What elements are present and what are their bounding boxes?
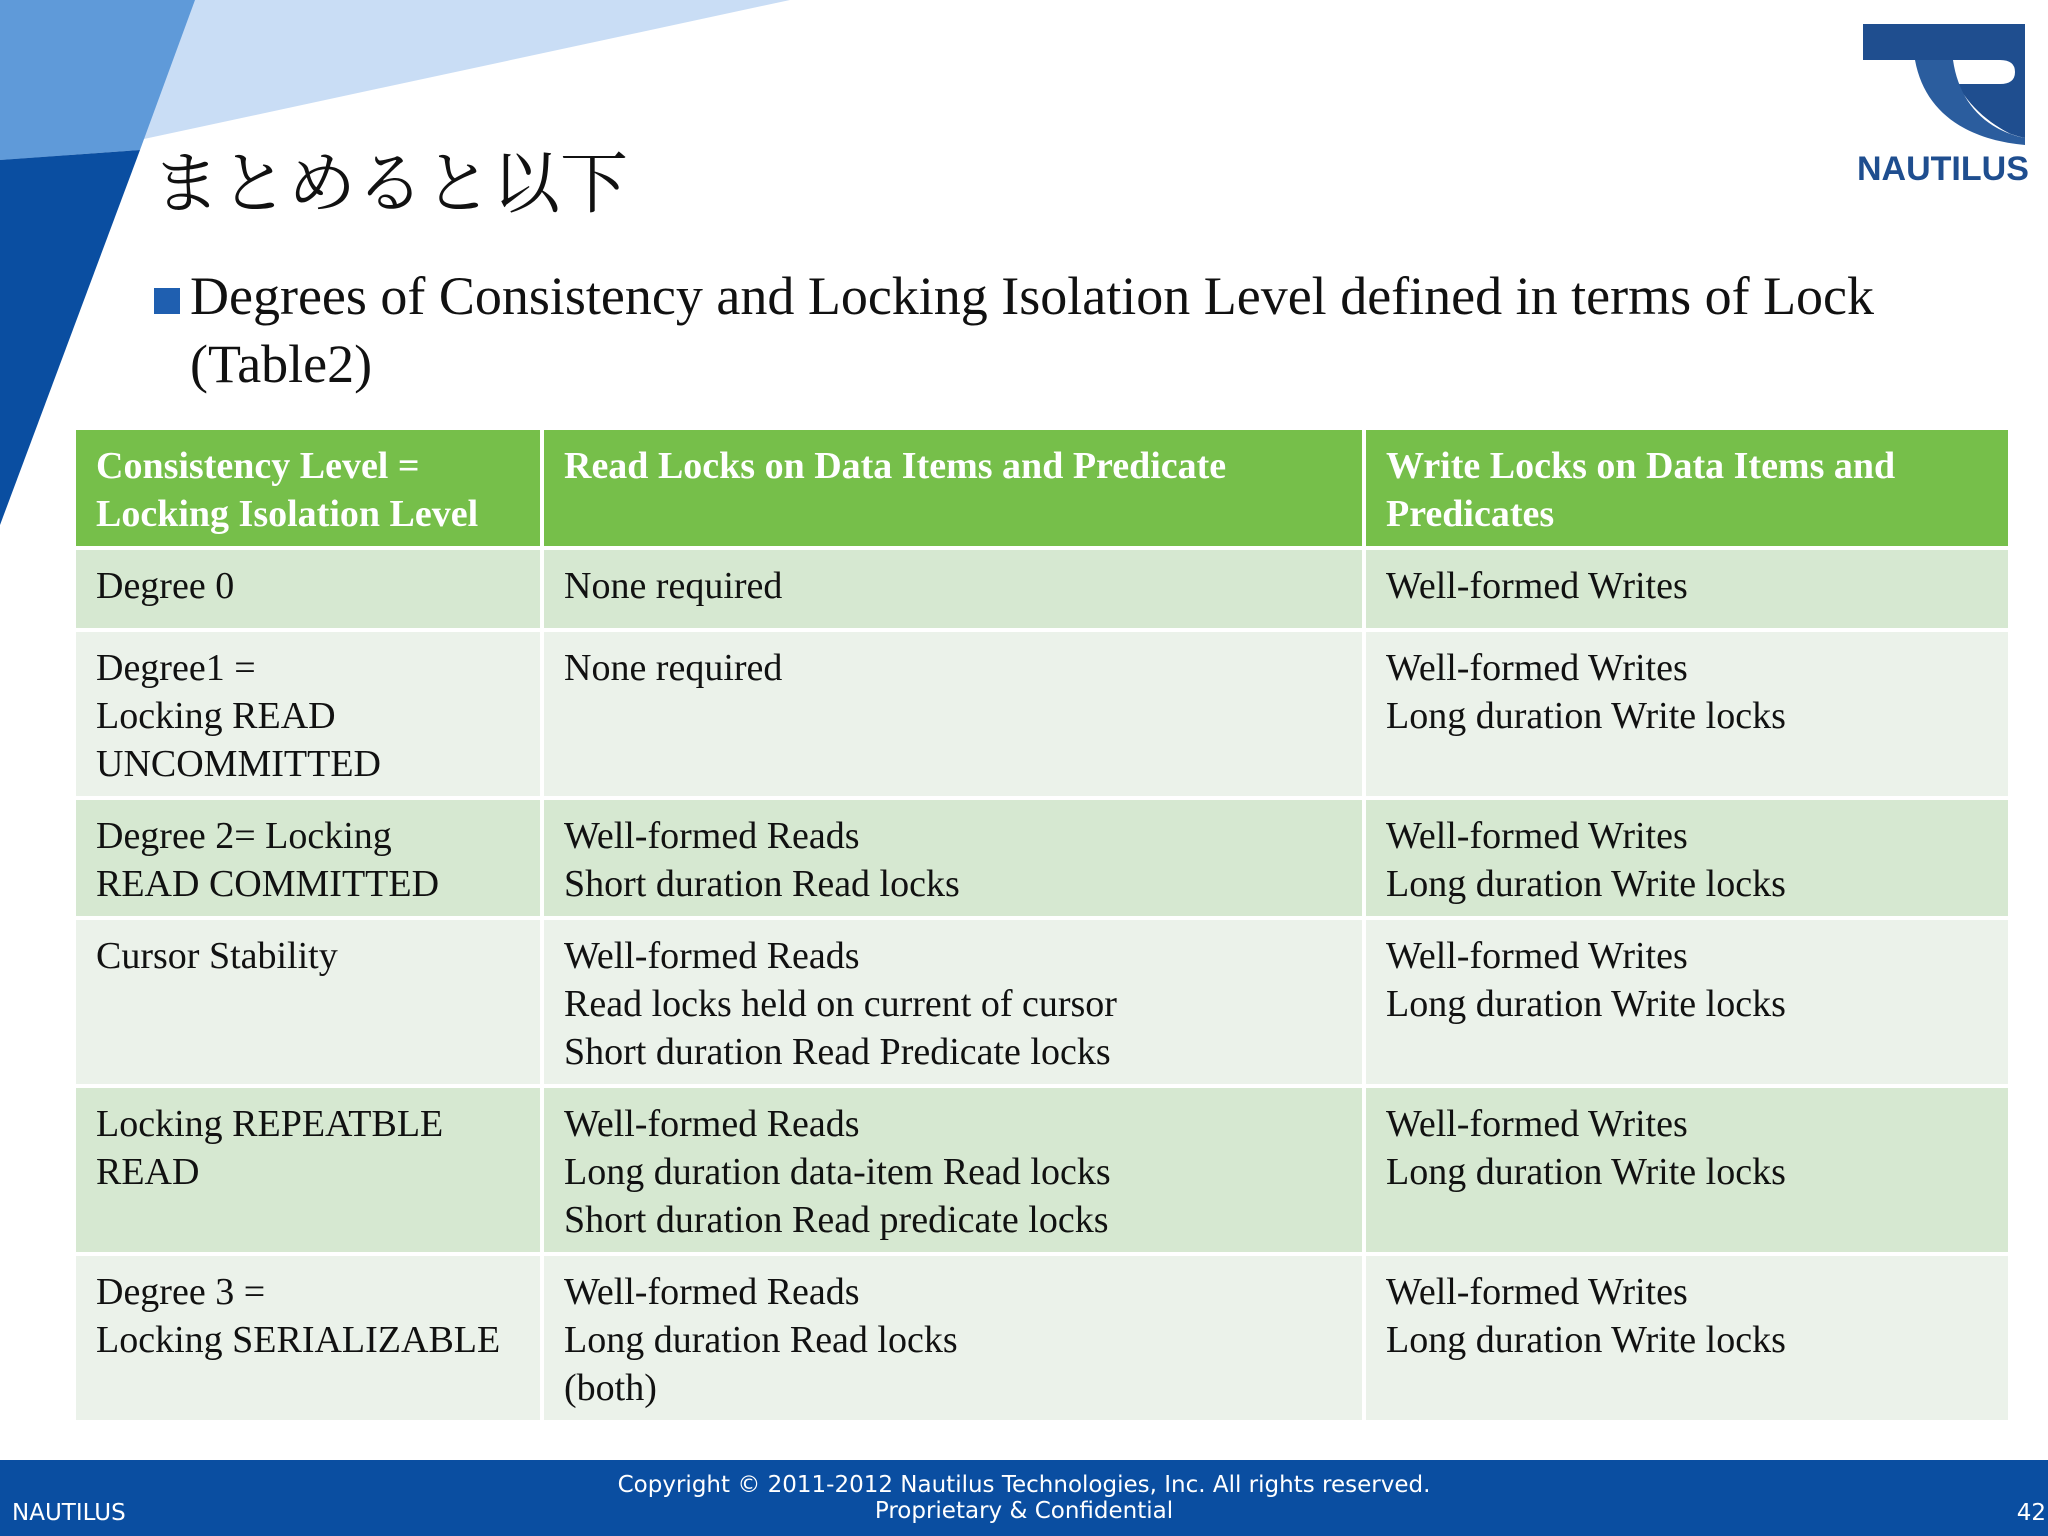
- cell-line: Cursor Stability: [96, 935, 338, 977]
- cell-line: Well-formed Reads: [564, 1103, 860, 1145]
- cell-level: [74, 630, 542, 798]
- cell-line: Long duration data-item Read locks: [564, 1151, 1111, 1193]
- cell-read: [542, 798, 1364, 918]
- cell-line: Long duration Read locks: [564, 1319, 958, 1361]
- table-header-row: [74, 428, 2010, 548]
- table-row: [74, 630, 2010, 798]
- cell-level: [74, 798, 542, 918]
- cell-line: Degree1 =: [96, 647, 256, 689]
- logo-text: NAUTILUS: [1857, 150, 2029, 188]
- cell-line: Long duration Write locks: [1386, 695, 1786, 737]
- cell-write: [1364, 1086, 2010, 1254]
- footer-brand: NAUTILUS: [12, 1500, 126, 1526]
- table-row: [74, 1086, 2010, 1254]
- cell-line: Degree 0: [96, 565, 235, 607]
- cell-line: (both): [564, 1367, 657, 1409]
- cell-line: None required: [564, 647, 783, 689]
- cell-line: Degree 2= Locking: [96, 815, 392, 857]
- cell-line: READ COMMITTED: [96, 863, 440, 905]
- cell-read: [542, 1254, 1364, 1422]
- table-row: [74, 1254, 2010, 1422]
- cell-level: [74, 1254, 542, 1422]
- cell-line: Locking REPEATBLE: [96, 1103, 444, 1145]
- cell-write: [1364, 1254, 2010, 1422]
- cell-line: Well-formed Writes: [1386, 1103, 1688, 1145]
- cell-line: Long duration Write locks: [1386, 863, 1786, 905]
- cell-read: [542, 1086, 1364, 1254]
- cell-line: Well-formed Writes: [1386, 565, 1688, 607]
- table-row: [74, 798, 2010, 918]
- footer-bar: [0, 1460, 2048, 1536]
- cell-read: [542, 918, 1364, 1086]
- page-title: まとめると以下: [152, 145, 629, 224]
- cell-write: [1364, 918, 2010, 1086]
- cell-line: Well-formed Writes: [1386, 647, 1688, 689]
- cell-line: Well-formed Writes: [1386, 1271, 1688, 1313]
- cell-write: [1364, 548, 2010, 630]
- cell-line: Well-formed Writes: [1386, 935, 1688, 977]
- header-consistency-level: Consistency Level = Locking Isolation Level: [74, 428, 542, 548]
- cell-read: [542, 548, 1364, 630]
- copyright-text: Copyright © 2011-2012 Nautilus Technologies, Inc. All rights reserved.: [617, 1472, 1431, 1498]
- cell-line: Well-formed Reads: [564, 1271, 860, 1313]
- cell-line: None required: [564, 565, 783, 607]
- cell-line: Short duration Read Predicate locks: [564, 1031, 1111, 1073]
- cell-line: Well-formed Reads: [564, 815, 860, 857]
- cell-level: [74, 1086, 542, 1254]
- cell-line: Long duration Write locks: [1386, 1151, 1786, 1193]
- cell-read: [542, 630, 1364, 798]
- header-read-locks: Read Locks on Data Items and Predicate: [542, 428, 1364, 548]
- bullet-text: Degrees of Consistency and Locking Isolation Level defined in terms of Lock (Table2): [190, 266, 1875, 394]
- cell-level: [74, 548, 542, 630]
- cell-line: Read locks held on current of cursor: [564, 983, 1117, 1025]
- cell-level: [74, 918, 542, 1086]
- cell-line: Short duration Read locks: [564, 863, 960, 905]
- header-write-locks: Write Locks on Data Items and Predicates: [1364, 428, 2010, 548]
- footer-copyright: [0, 1472, 2048, 1524]
- table-row: [74, 918, 2010, 1086]
- cell-line: Long duration Write locks: [1386, 983, 1786, 1025]
- cell-line: Well-formed Reads: [564, 935, 860, 977]
- cell-write: [1364, 798, 2010, 918]
- page-number: 42: [2016, 1500, 2046, 1526]
- cell-line: Locking READ: [96, 695, 336, 737]
- cell-line: Locking SERIALIZABLE: [96, 1319, 501, 1361]
- cell-line: Degree 3 =: [96, 1271, 266, 1313]
- cell-line: Long duration Write locks: [1386, 1319, 1786, 1361]
- confidential-text: Proprietary & Confidential: [874, 1498, 1174, 1524]
- cell-line: UNCOMMITTED: [96, 743, 381, 785]
- cell-write: [1364, 630, 2010, 798]
- table-row: [74, 548, 2010, 630]
- square-bullet-icon: [154, 288, 180, 314]
- locking-table: [72, 426, 2012, 1424]
- cell-line: Well-formed Writes: [1386, 815, 1688, 857]
- cell-line: Short duration Read predicate locks: [564, 1199, 1109, 1241]
- cell-line: READ: [96, 1151, 200, 1193]
